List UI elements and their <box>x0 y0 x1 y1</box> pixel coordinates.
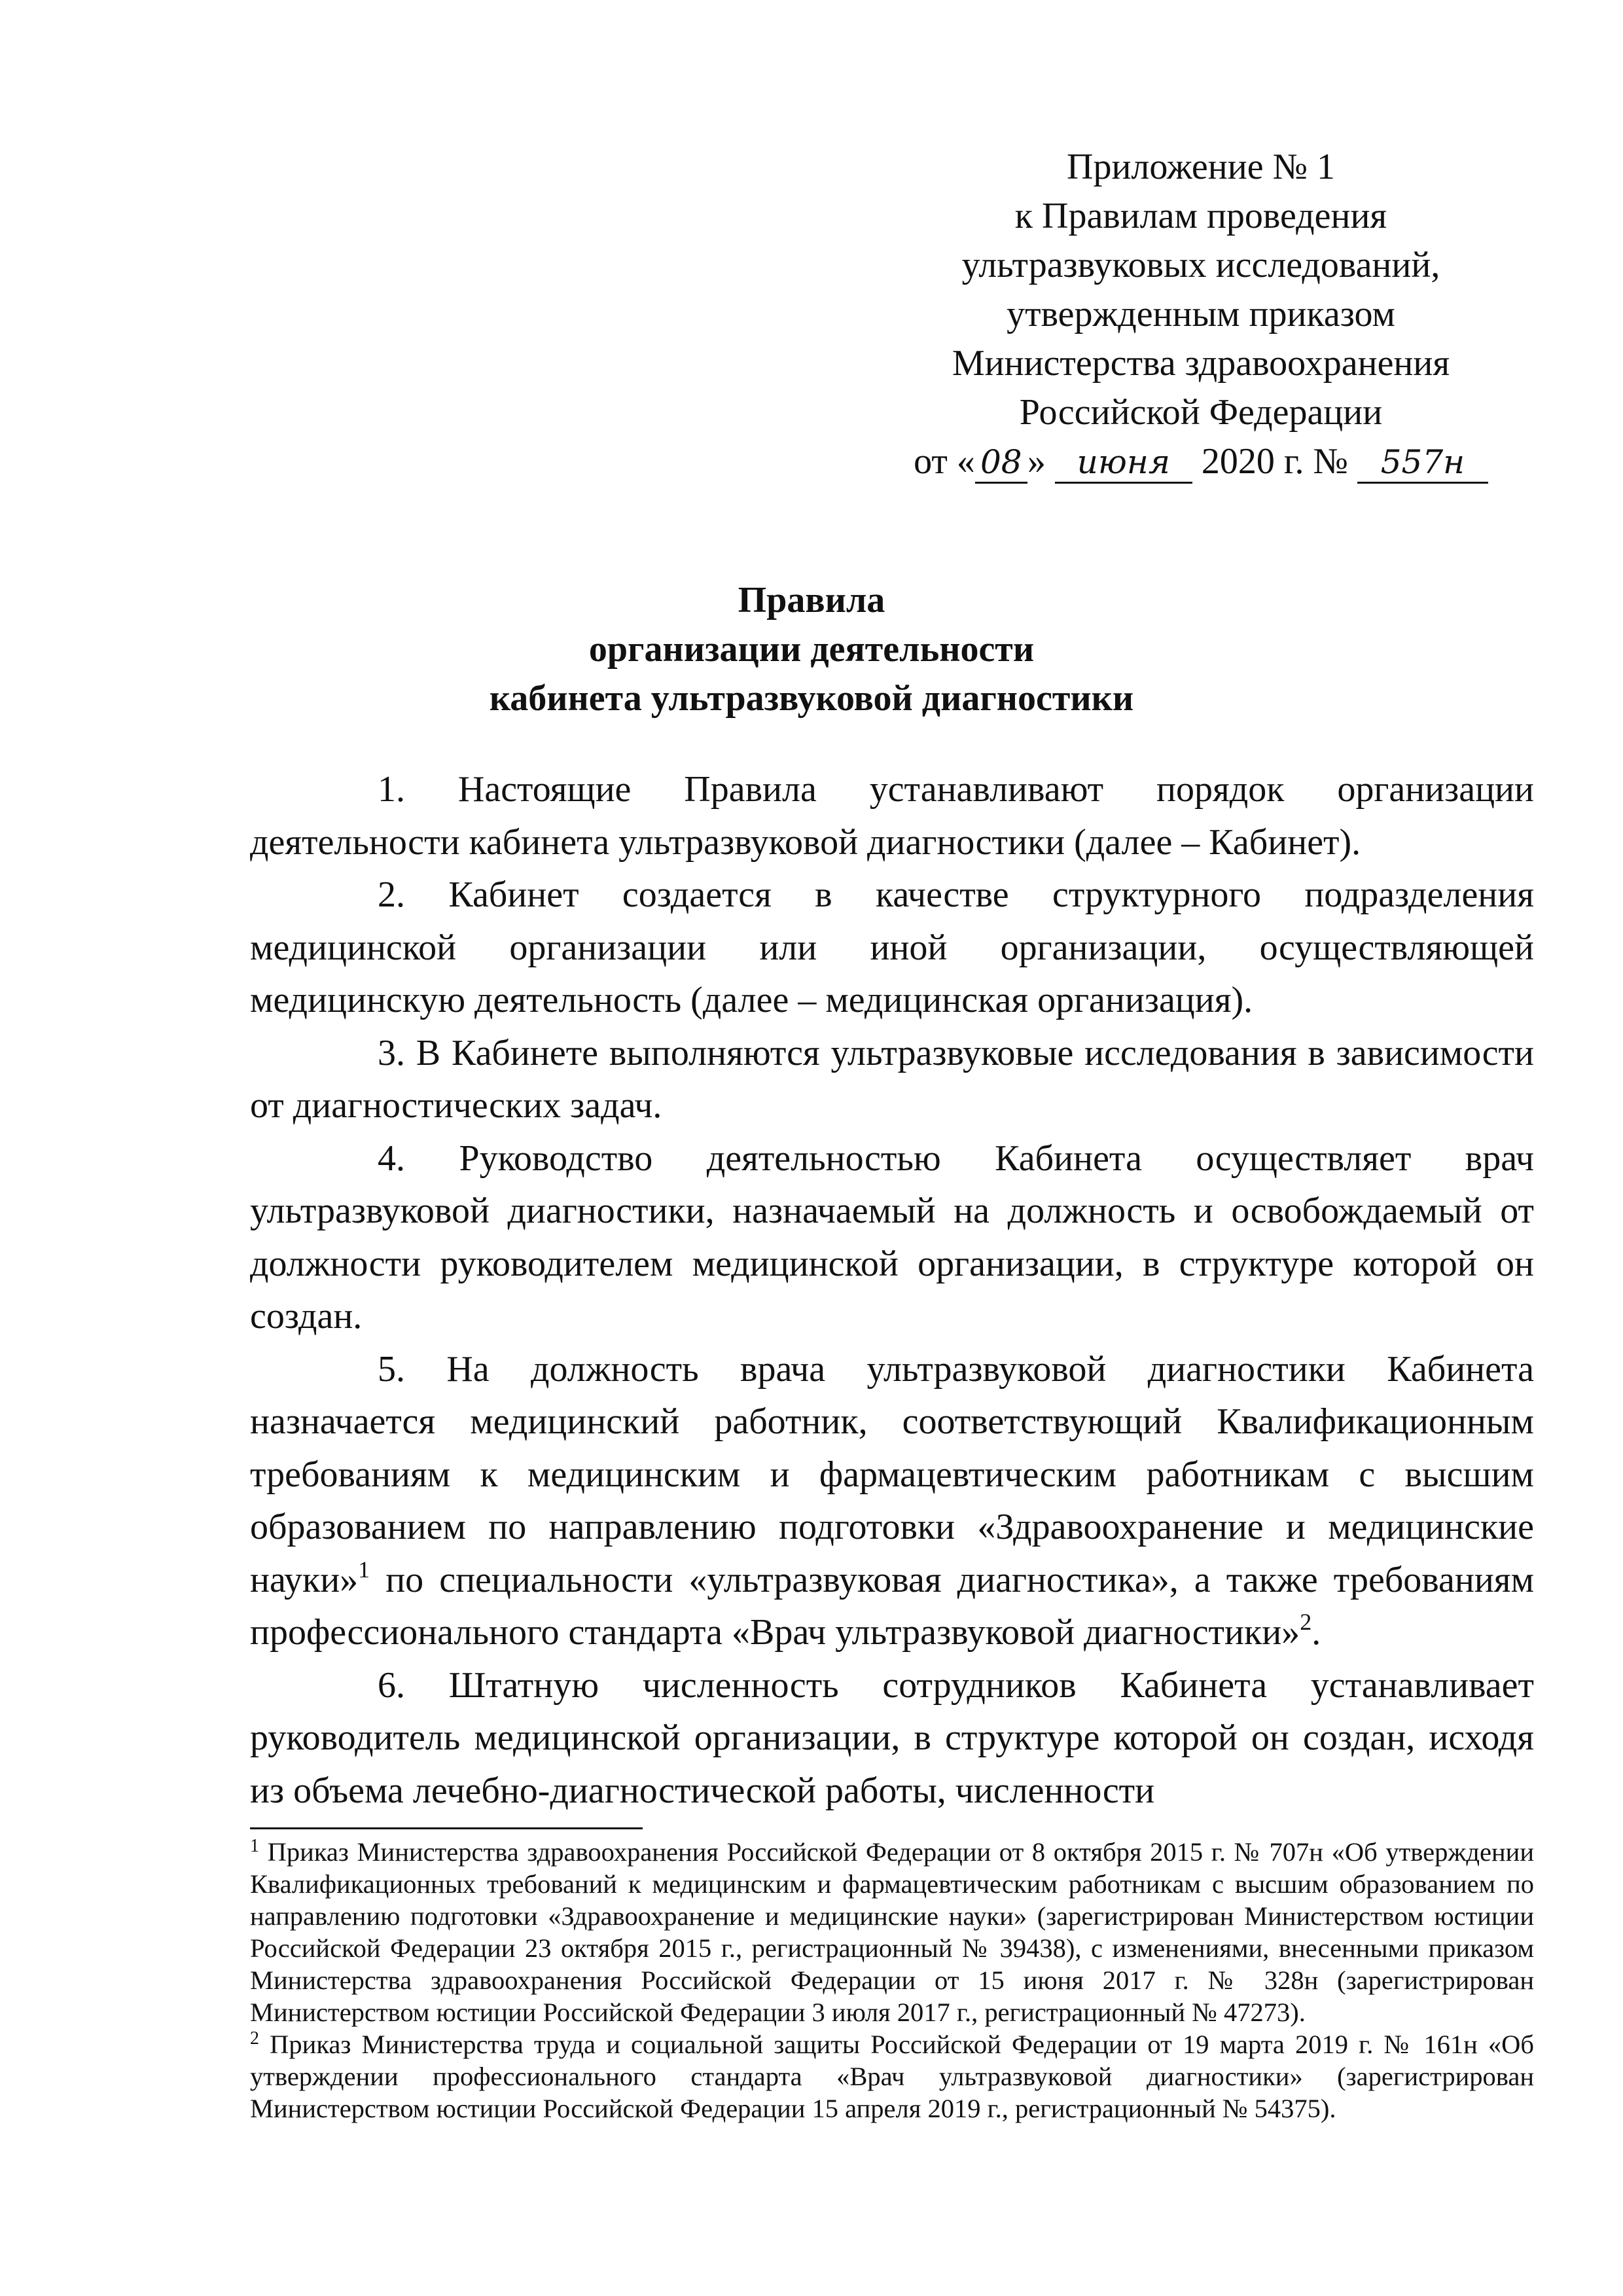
footnote-1-text: Приказ Министерства здравоохранения Российской Федерации от 8 октября 2015 г. № 707н «Об утверждении Квалификационных требований к медицинским и фармацевтическим работникам с высшим образованием по направлению подготовки «Здравоохранение и медицинские науки» (зарегистрирован Министерством юстиции Российской Федерации 23 октября 2015 г., регистрационный № 39438), с изменениями, внесенными приказом Министерства здравоохранения Российской Федерации от 15 июня 2017 г. № 328н (зарегистрирован Министерством юстиции Российской Федерации 3 июля 2017 г., регистрационный № 47273). <box>250 1837 1534 2027</box>
footnotes <box>250 1836 1534 2125</box>
footnote-2-text: Приказ Министерства труда и социальной защиты Российской Федерации от 19 марта 2019 г. № 161н «Об утверждении профессионального стандарта «Врач ультразвуковой диагностики» (зарегистрирован Министерством юстиции Российской Федерации 15 апреля 2019 г., регистрационный № 54375). <box>250 2030 1534 2123</box>
handwritten-day: 08 <box>975 442 1027 484</box>
title-line: организации деятельности <box>588 629 1035 670</box>
paragraph-6: 6. Штатную численность сотрудников Кабинета устанавливает руководитель медицинской организации, в структуре которой он создан, исходя из объема лечебно-диагностической работы, численности <box>250 1664 1534 1811</box>
paragraph-5-text: 5. На должность врача ультразвуковой диагностики Кабинета назначается медицинский работник, соответствующий Квалификационным требованиям к медицинским и фармацевтическим работникам с высшим образованием по направлению подготовки «Здравоохранение и медицинские науки» <box>250 1348 1534 1600</box>
order-year: 2020 г. № <box>1201 441 1348 482</box>
footnote-separator <box>250 1827 643 1829</box>
handwritten-order-number: 557н <box>1357 442 1488 484</box>
footnote-mark-2: 2 <box>250 2028 259 2049</box>
appendix-line: Российской Федерации <box>1019 392 1383 433</box>
appendix-line: к Правилам проведения <box>1014 196 1387 236</box>
handwritten-month: июня <box>1055 442 1192 484</box>
document-title <box>249 576 1374 723</box>
date-prefix: от « <box>914 441 975 482</box>
footnote-mark-1: 1 <box>250 1836 259 1856</box>
title-line: кабинета ультразвуковой диагностики <box>489 678 1134 719</box>
footnote-ref-2: 2 <box>1300 1609 1312 1635</box>
footnote-2 <box>250 2028 1534 2125</box>
title-line: Правила <box>738 580 885 620</box>
appendix-line: Министерства здравоохранения <box>952 343 1450 384</box>
order-date-line <box>906 437 1495 486</box>
paragraph-5-text: по специальности «ультразвуковая диагностика», а также требованиям профессионального стандарта «Врач ультразвуковой диагностики» <box>250 1559 1534 1653</box>
paragraph-5 <box>250 1343 1534 1659</box>
footnote-ref-1: 1 <box>358 1556 370 1583</box>
document-body <box>250 763 1534 1817</box>
footnote-1 <box>250 1836 1534 2028</box>
paragraph-5-text: . <box>1311 1612 1321 1653</box>
appendix-line: утвержденным приказом <box>1007 294 1395 334</box>
date-quote: » <box>1027 441 1046 482</box>
appendix-header <box>906 143 1495 486</box>
paragraph-1: 1. Настоящие Правила устанавливают порядок организации деятельности кабинета ультразвуковой диагностики (далее – Кабинет). <box>250 769 1534 863</box>
paragraph-4: 4. Руководство деятельностью Кабинета осуществляет врач ультразвуковой диагностики, назначаемый на должность и освобождаемый от должности руководителем медицинской организации, в структуре которой он создан. <box>250 1138 1534 1336</box>
paragraph-2: 2. Кабинет создается в качестве структурного подразделения медицинской организации или иной организации, осуществляющей медицинскую деятельность (далее – медицинская организация). <box>250 874 1534 1020</box>
appendix-line: ультразвуковых исследований, <box>961 245 1440 285</box>
appendix-number: Приложение № 1 <box>1067 147 1335 187</box>
paragraph-3: 3. В Кабинете выполняются ультразвуковые исследования в зависимости от диагностических задач. <box>250 1032 1534 1126</box>
